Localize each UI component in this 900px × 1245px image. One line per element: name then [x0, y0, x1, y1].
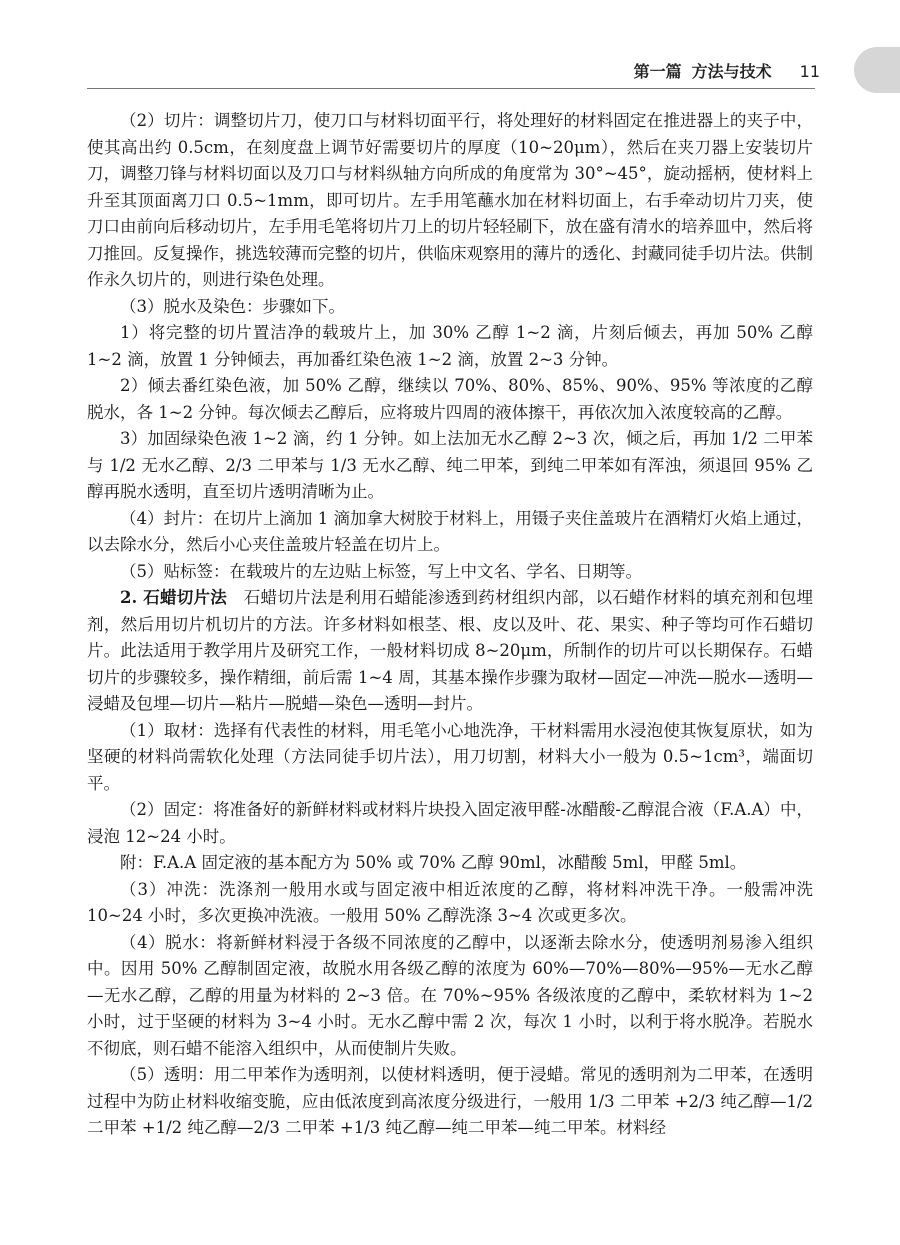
header-rule [87, 88, 815, 89]
chapter-label: 第一篇 [633, 62, 682, 81]
paragraph [87, 108, 813, 294]
paragraph-text: （4）脱水：将新鲜材料浸于各级不同浓度的乙醇中，以逐渐去除水分，使透明剂易渗入组织中。因用 50% 乙醇制固定液，故脱水用各级乙醇的浓度为 60%—70%—80%—95%—无水乙醇—无水乙醇，乙醇的用量为材料的 2~3 倍。在 70%~95% 各级浓度的乙醇中，柔软材料为 1~2 小时，过于坚硬的材料为 3~4 小时。无水乙醇中需 2 次，每次 1 小时，以利于将水脱净。若脱水不彻底，则石蜡不能溶入组织中，从而使制片失败。 [87, 932, 813, 1058]
paragraph [87, 585, 813, 718]
paragraph-text: （3）冲洗：洗涤剂一般用水或与固定液中相近浓度的乙醇，将材料冲洗干净。一般需冲洗 10~24 小时，多次更换冲洗液。一般用 50% 乙醇洗涤 3~4 次或更多次。 [87, 879, 813, 925]
running-header [560, 59, 820, 82]
paragraph-text: 1）将完整的切片置洁净的载玻片上，加 30% 乙醇 1~2 滴，片刻后倾去，再加 50% 乙醇 1~2 滴，放置 1 分钟倾去，再加番红染色液 1~2 滴，放置 2~3 分钟。 [87, 323, 813, 369]
body-text [87, 108, 813, 1142]
paragraph [87, 373, 813, 426]
paragraph [87, 930, 813, 1063]
paragraph-text: （2）切片：调整切片刀，使刀口与材料切面平行，将处理好的材料固定在推进器上的夹子中，使其高出约 0.5cm，在刻度盘上调节好需要切片的厚度（10~20μm），然后在夹刀器上安装切片刀，调整刀锋与材料切面以及刀口与材料纵轴方向所成的角度常为 30°~45°，旋动摇柄，使材料上升至其顶面离刀口 0.5~1mm，即可切片。左手用笔蘸水加在材料切面上，右手牵动切片刀夹，使刀口由前向后移动切片，左手用毛笔将切片刀上的切片轻轻刷下，放在盛有清水的培养皿中，然后将刀推回。反复操作，挑选较薄而完整的切片，供临床观察用的薄片的透化、封藏同徒手切片法。供制作永久切片的，则进行染色处理。 [87, 111, 813, 289]
section-heading: 2. 石蜡切片法 [120, 588, 227, 607]
paragraph-text: 附：F.A.A 固定液的基本配方为 50% 或 70% 乙醇 90ml，冰醋酸 5ml，甲醛 5ml。 [120, 853, 747, 872]
paragraph [87, 877, 813, 930]
section-label: 方法与技术 [691, 62, 772, 81]
paragraph [87, 426, 813, 506]
paragraph-text: （2）固定：将准备好的新鲜材料或材料片块投入固定液甲醛-冰醋酸-乙醇混合液（F.A.A）中，浸泡 12~24 小时。 [87, 800, 813, 846]
paragraph [87, 1062, 813, 1142]
paragraph [87, 718, 813, 798]
paragraph [87, 797, 813, 850]
paragraph [87, 320, 813, 373]
paragraph-text: （5）贴标签：在载玻片的左边贴上标签，写上中文名、学名、日期等。 [120, 561, 642, 581]
paragraph-text: （5）透明：用二甲苯作为透明剂，以使材料透明，便于浸蜡。常见的透明剂为二甲苯，在透明过程中为防止材料收缩变脆，应由低浓度到高浓度分级进行，一般用 1/3 二甲苯 +2/3 纯乙醇—1/2 二甲苯 +1/2 纯乙醇—2/3 二甲苯 +1/3 纯乙醇—纯二甲苯—纯二甲苯。材料经 [87, 1065, 814, 1137]
paragraph-text: 2）倾去番红染色液，加 50% 乙醇，继续以 70%、80%、85%、90%、95% 等浓度的乙醇脱水，各 1~2 分钟。每次倾去乙醇后，应将玻片四周的液体擦干，再依次加入浓度较高的乙醇。 [87, 376, 813, 422]
page-number: 11 [799, 62, 820, 81]
paragraph [87, 294, 813, 321]
paragraph [87, 850, 813, 877]
paragraph-text: （1）取材：选择有代表性的材料，用毛笔小心地洗净，干材料需用水浸泡使其恢复原状，如为坚硬的材料尚需软化处理（方法同徒手切片法），用刀切割，材料大小一般为 0.5~1cm³，端面切平。 [87, 720, 813, 793]
paragraph-text: （4）封片：在切片上滴加 1 滴加拿大树胶于材料上，用镊子夹住盖玻片在酒精灯火焰上通过，以去除水分，然后小心夹住盖玻片轻盖在切片上。 [87, 508, 813, 554]
paragraph [87, 559, 813, 586]
paragraph-text: （3）脱水及染色：步骤如下。 [120, 296, 345, 316]
paragraph-text: 石蜡切片法是利用石蜡能渗透到药材组织内部，以石蜡作材料的填充剂和包埋剂，然后用切片机切片的方法。许多材料如根茎、根、皮以及叶、花、果实、种子等均可作石蜡切片。此法适用于教学用片及研究工作，一般材料切成 8~20μm，所制作的切片可以长期保存。石蜡切片的步骤较多，操作精细，前后需 1~4 周，其基本操作步骤为取材—固定—冲洗—脱水—透明—浸蜡及包埋—切片—粘片—脱蜡—染色—透明—封片。 [87, 588, 814, 713]
paragraph-text: 3）加固绿染色液 1~2 滴，约 1 分钟。如上法加无水乙醇 2~3 次，倾之后，再加 1/2 二甲苯与 1/2 无水乙醇、2/3 二甲苯与 1/3 无水乙醇、纯二甲苯，到纯二甲苯如有浑浊，须退回 95% 乙醇再脱水透明，直至切片透明清晰为止。 [87, 429, 813, 501]
page-edge-tab [854, 47, 900, 93]
paragraph [87, 506, 813, 559]
